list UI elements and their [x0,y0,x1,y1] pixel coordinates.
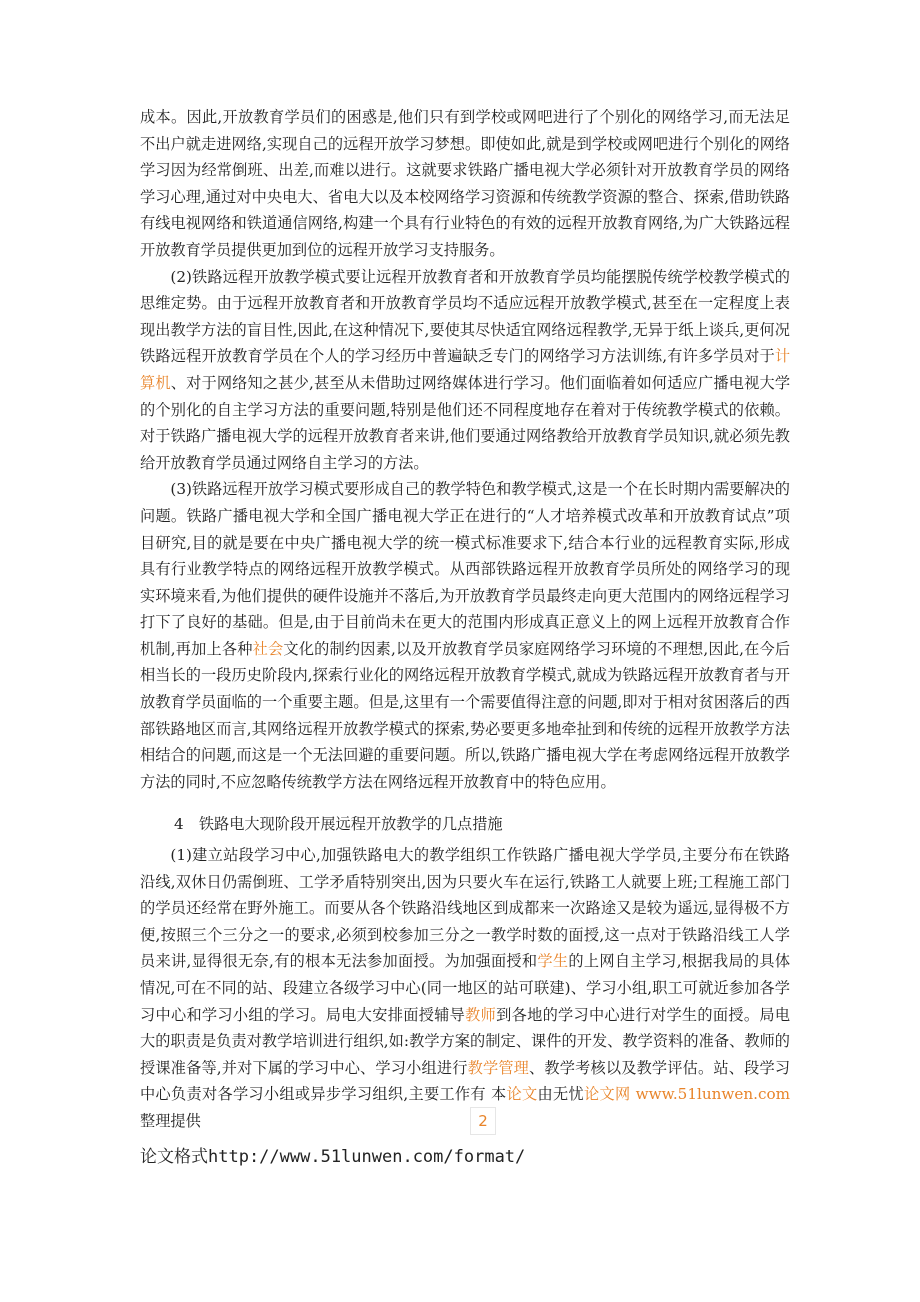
footer-text: 论文格式http://www.51lunwen.com/format/ [140,1147,526,1167]
article-body [140,104,790,1135]
text: 文化的制约因素,以及开放教育学员家庭网络学习环境的不理想,因此,在今后相当长的一段历史阶段内,探索行业化的网络远程开放教育学模式,就成为铁路远程开放教育者与开放教育学员面临的一个重要主题。但是,这里有一个需要值得注意的问题,即对于相对贫困落后的西部铁路地区而言,其网络远程开放教学模式的探索,势必要更多地牵扯到和传统的远程开放教学方法相结合的问题,而这是一个无法回避的重要问题。所以,铁路广播电视大学在考虑网络远程开放教学方法的同时,不应忽略传统教学方法在网络远程开放教育中的特色应用。 [140,639,791,791]
paragraph-2 [140,264,790,477]
text: (1)建立站段学习中心,加强铁路电大的教学组织工作铁路广播电视大学学员,主要分布在铁路沿线,双休日仍需倒班、工学矛盾特别突出,因为只要火车在运行,铁路工人就要上班;工程施工部门的学员还经常在野外施工。而要从各个铁路沿线地区到成都来一次路途又是较为遥远,显得极不方便,按照三个三分之一的要求,必须到校参加三分之一教学时数的面授,这一点对于铁路沿线工人学员来讲,显得很无奈,有的根本无法参加面授。为加强面授和 [140,846,790,971]
text: 、教学考核以及教学评估。站、段学习中心负责对各学习小组或异步学习组织,主要工作有 [140,1058,791,1104]
link-website-url[interactable]: www.51lunwen.com [635,1085,791,1104]
paragraph-continuation: 成本。因此,开放教育学员们的困惑是,他们只有到学校或网吧进行了个别化的网络学习,而无法足不出户就走进网络,实现自己的远程开放学习梦想。即使如此,就是到学校或网吧进行个别化的网络学习因为经常倒班、出差,而难以进行。这就要求铁路广播电视大学必须针对开放教育学员的网络学习心理,通过对中央电大、省电大以及本校网络学习资源和传统教学资源的整合、探索,借助铁路有线电视网络和铁道通信网络,构建一个具有行业特色的有效的远程开放教育网络,为广大铁路远程开放教育学员提供更加到位的远程开放学习支持服务。 [140,108,790,259]
paragraph-3 [140,476,790,795]
text: (3)铁路远程开放学习模式要形成自己的教学特色和教学模式,这是一个在长时期内需要解决的问题。铁路广播电视大学和全国广播电视大学正在进行的“人才培养模式改革和开放教育试点”项目研究,目的就是要在中央广播电视大学的统一模式标准要求下,结合本行业的远程教育实际,形成具有行业教学特点的网络远程开放教学模式。从西部铁路远程开放教育学员所处的网络学习的现实环境来看,为他们提供的硬件设施并不落后,为开放教育学员最终走向更大范围内的网络远程学习打下了良好的基础。但是,由于目前尚未在更大的范围内形成真正意义上的网上远程开放教育合作机制,再加上各种 [140,480,790,658]
text: 、对于网络知之甚少,甚至从未借助过网络媒体进行学习。他们面临着如何适应广播电视大学的个别化的自主学习方法的重要问题,特别是他们还不同程度地存在着对于传统教学模式的依赖。对于铁路广播电视大学的远程开放教育者来讲,他们要通过网络教给开放教育学员知识,就必须先教给开放教育学员通过网络自主学习的方法。 [140,373,791,472]
text: 的上网自主学习,根据我局的具体情况,可在不同的站、段建立各级学习中心(同一地区的站可联建)、学习小组,职工可就近参加各学习中心和学习小组的学习。局电大安排面授辅导 [140,952,791,1024]
link-student[interactable]: 学生 [537,952,569,971]
link-teaching-management[interactable]: 教学管理 [467,1058,530,1077]
link-thesis[interactable]: 论文 [506,1085,538,1104]
link-computer[interactable]: 计算机 [140,347,790,392]
text: 本 [491,1085,507,1104]
text: 整理提供 [140,1111,201,1130]
text: 由无忧 [537,1085,585,1104]
link-thesis-site[interactable]: 论文网 [584,1085,631,1104]
link-society[interactable]: 社会 [252,639,284,658]
text: 到各地的学习中心进行对学生的面授。局电大的职责是负责对教学培训进行组织,如:教学方案的制定、课件的开发、教学资料的准备、教师的授课准备等,并对下属的学习中心、学习小组进行 [140,1005,791,1077]
page-number: 2 [470,1107,496,1135]
paragraph-4 [140,842,790,1135]
text: (2)铁路远程开放教学模式要让远程开放教育者和开放教育学员均能摆脱传统学校教学模式的思维定势。由于远程开放教育者和开放教育学员均不适应远程开放教学模式,甚至在一定程度上表现出教学方法的盲目性,因此,在这种情况下,要使其尽快适宜网络远程教学,无异于纸上谈兵,更何况铁路远程开放教育学员在个人的学习经历中普遍缺乏专门的网络学习方法训练,有许多学员对于 [140,267,790,366]
link-teacher[interactable]: 教师 [465,1005,497,1024]
section-heading: 4 铁路电大现阶段开展远程开放教学的几点措施 [174,815,503,834]
